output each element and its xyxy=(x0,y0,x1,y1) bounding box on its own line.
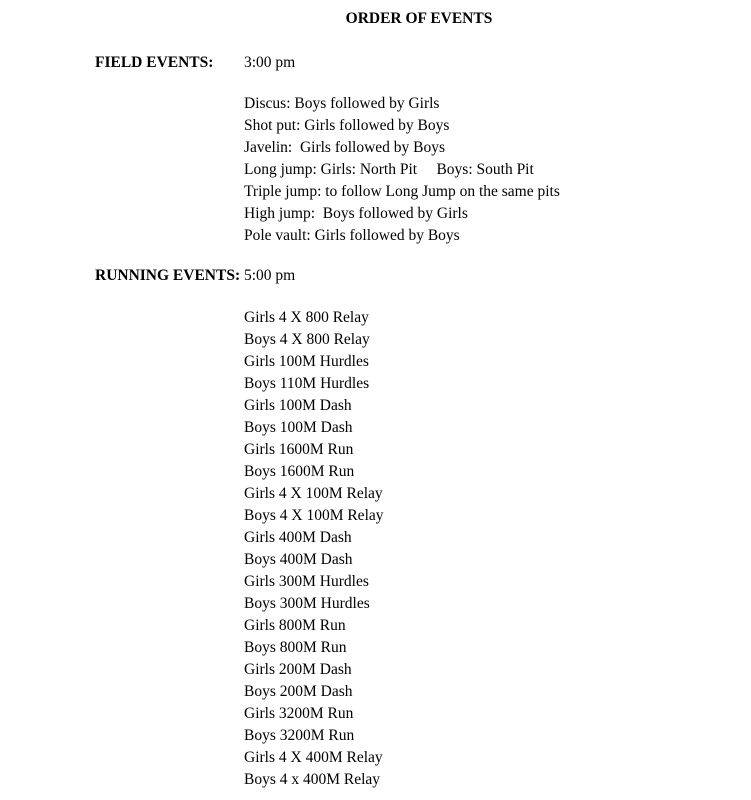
list-item: Boys 4 X 100M Relay xyxy=(244,507,384,524)
list-item: Boys 400M Dash xyxy=(244,551,353,568)
list-item: Boys 4 x 400M Relay xyxy=(244,771,381,788)
list-item: Girls 4 X 400M Relay xyxy=(244,749,383,766)
list-item: Girls 4 X 800 Relay xyxy=(244,309,369,326)
list-item: Javelin: Girls followed by Boys xyxy=(244,139,446,156)
list-item: Girls 3200M Run xyxy=(244,705,354,722)
field-events-heading: FIELD EVENTS: xyxy=(95,54,214,71)
list-item: Boys 110M Hurdles xyxy=(244,375,370,392)
list-item: Boys 3200M Run xyxy=(244,727,355,744)
list-item: Boys 300M Hurdles xyxy=(244,595,370,612)
running-events-time: 5:00 pm xyxy=(244,267,296,284)
list-item: Boys 200M Dash xyxy=(244,683,353,700)
list-item: Girls 400M Dash xyxy=(244,529,352,546)
list-item: Boys 800M Run xyxy=(244,639,347,656)
list-item: Girls 1600M Run xyxy=(244,441,354,458)
list-item: Pole vault: Girls followed by Boys xyxy=(244,227,460,244)
field-events-time: 3:00 pm xyxy=(244,54,296,71)
list-item: Triple jump: to follow Long Jump on the same pits xyxy=(244,183,560,200)
list-item: Boys 1600M Run xyxy=(244,463,355,480)
page-title: ORDER OF EVENTS xyxy=(345,10,493,27)
list-item: Girls 4 X 100M Relay xyxy=(244,485,383,502)
running-events-label: RUNNING EVENTS: xyxy=(95,267,241,284)
running-events-heading xyxy=(95,267,295,285)
list-item: Girls 100M Dash xyxy=(244,397,352,414)
list-item: Long jump: Girls: North Pit Boys: South Pit xyxy=(244,161,534,178)
list-item: Boys 100M Dash xyxy=(244,419,353,436)
list-item: Girls 100M Hurdles xyxy=(244,353,369,370)
list-item: Girls 200M Dash xyxy=(244,661,352,678)
list-item: High jump: Boys followed by Girls xyxy=(244,205,468,222)
field-events-list xyxy=(244,93,560,247)
list-item: Boys 4 X 800 Relay xyxy=(244,331,370,348)
list-item: Discus: Boys followed by Girls xyxy=(244,95,440,112)
list-item: Girls 300M Hurdles xyxy=(244,573,369,590)
running-events-list xyxy=(244,307,384,791)
list-item: Girls 800M Run xyxy=(244,617,346,634)
list-item: Shot put: Girls followed by Boys xyxy=(244,117,450,134)
